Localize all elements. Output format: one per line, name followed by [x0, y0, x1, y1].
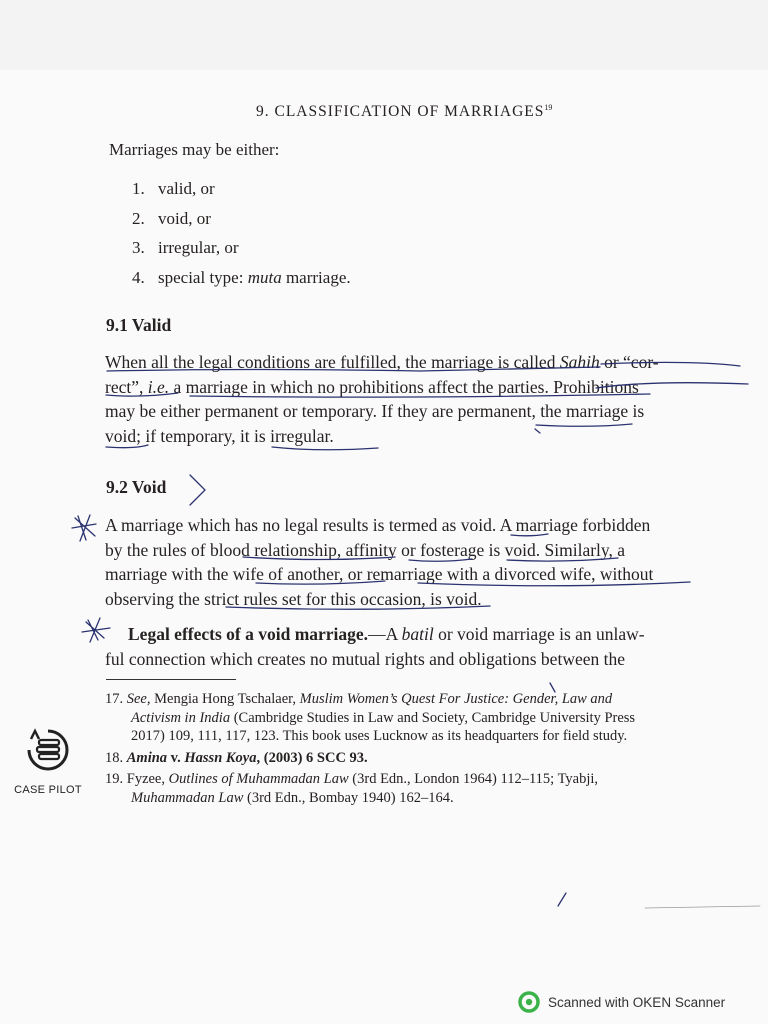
valid-heading: 9.1 Valid	[106, 315, 172, 335]
footnote-divider	[106, 679, 236, 680]
section-number: 9.	[256, 103, 270, 121]
section-footnote-ref: 19	[544, 103, 553, 112]
paragraph-line: void; if temporary, it is irregular.	[105, 425, 334, 446]
section-heading	[256, 103, 552, 121]
case-pilot-logo	[12, 725, 84, 796]
void-paragraph	[105, 513, 753, 611]
effects-heading: Legal effects of a void marriage.	[128, 624, 369, 644]
paragraph-line: When all the legal conditions are fulfilled, the marriage is called Sahih or “cor-	[105, 352, 659, 372]
valid-paragraph	[105, 350, 753, 448]
paragraph-line: observing the strict rules set for this occasion, is void.	[105, 588, 482, 609]
footnote-19: 19. Fyzee, Outlines of Muhammadan Law (3rd Edn., London 1964) 112–115; Tyabji, Muhammadan Law (3rd Edn., Bombay 1940) 162–164.	[105, 771, 599, 806]
paragraph-line: A marriage which has no legal results is termed as void. A marriage forbidden	[105, 515, 651, 535]
paragraph-line: rect”, i.e. a marriage in which no prohibitions affect the parties. Prohibitions	[105, 376, 639, 397]
paragraph-line: by the rules of blood relationship, affinity or fosterage is void. Similarly, a	[105, 539, 626, 560]
list-item: 4. special type: muta marriage.	[132, 267, 351, 287]
section-title: CLASSIFICATION OF MARRIAGES	[274, 103, 545, 121]
paragraph-line: may be either permanent or temporary. If they are permanent, the marriage is	[105, 401, 645, 421]
effects-paragraph	[105, 622, 753, 671]
scanner-text: Scanned with OKEN Scanner	[548, 994, 726, 1010]
case-pilot-logo-icon	[23, 725, 73, 775]
paragraph-line: ful connection which creates no mutual rights and obligations between the	[105, 648, 625, 669]
marriage-types-list	[132, 174, 351, 292]
intro-text: Marriages may be either:	[109, 140, 280, 159]
footnote-18: 18. Amina v. Hassn Koya, (2003) 6 SCC 93.	[105, 750, 368, 766]
oken-scanner-icon	[518, 991, 540, 1013]
footnote-17: 17. See, Mengia Hong Tschalaer, Muslim Women’s Quest For Justice: Gender, Law and Activism in India (Cambridge Studies in Law and Society, Cambridge University Press 2017) 109, 111, 117, 123. This book uses Lucknow as its headquarters for field study.	[105, 691, 636, 744]
list-item: 3. irregular, or	[132, 238, 239, 257]
case-pilot-logo-text: CASE PILOT	[14, 784, 82, 796]
paragraph-line: Legal effects of a void marriage.—A batil or void marriage is an unlaw-	[128, 624, 645, 644]
paragraph-line: marriage with the wife of another, or remarriage with a divorced wife, without	[105, 564, 654, 584]
scanner-watermark	[518, 991, 725, 1013]
list-item: 1. valid, or	[132, 179, 215, 198]
void-heading: 9.2 Void	[106, 477, 167, 497]
list-item: 2. void, or	[132, 208, 211, 228]
